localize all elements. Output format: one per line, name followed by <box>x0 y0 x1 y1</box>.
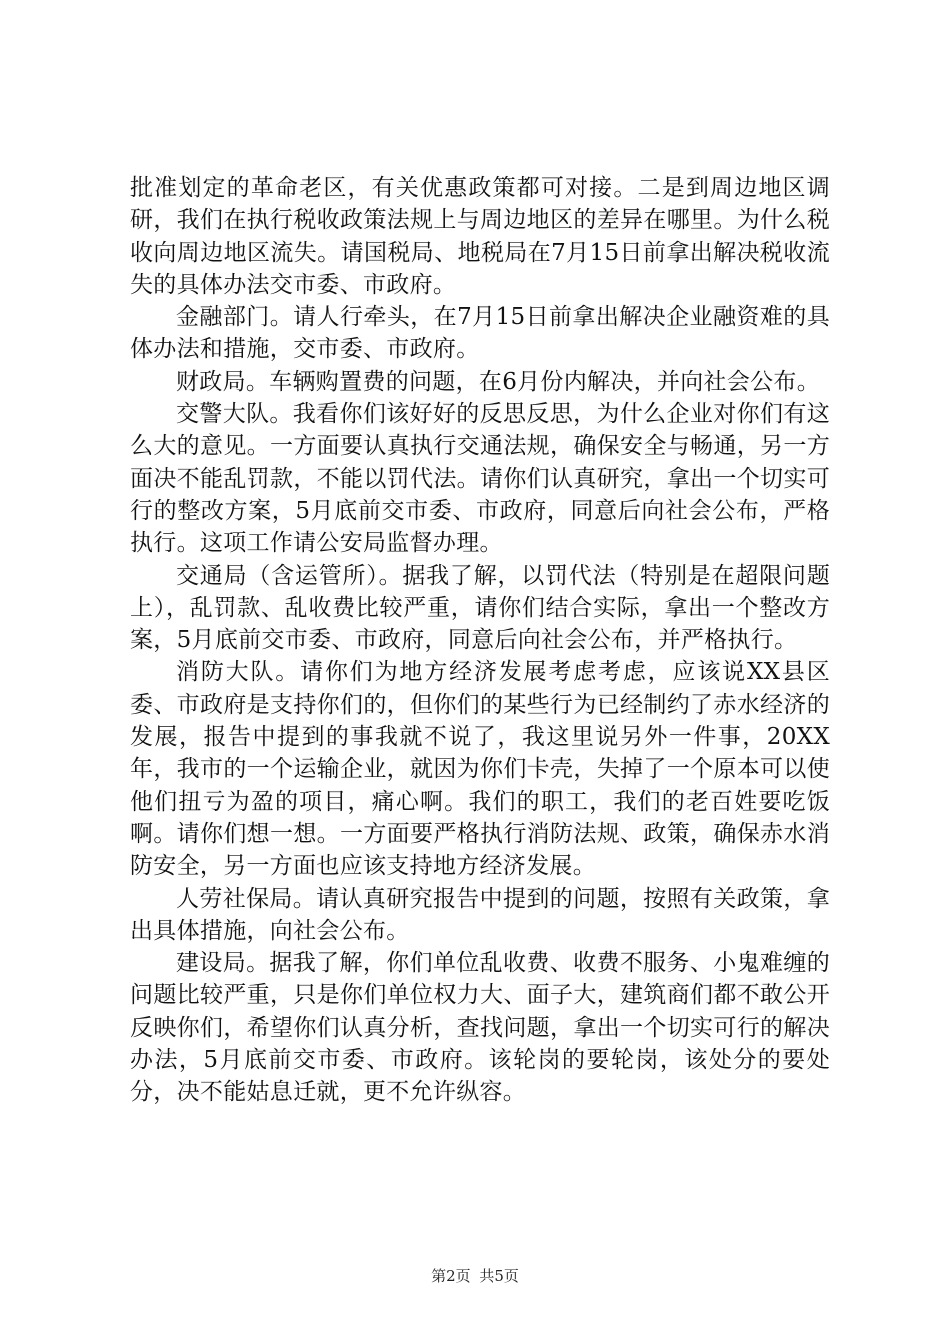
page-number: 第2页 <box>431 1267 471 1285</box>
page-footer <box>0 1266 950 1286</box>
paragraph-labor: 人劳社保局。请认真研究报告中提到的问题，按照有关政策，拿出具体措施，向社会公布。 <box>130 885 830 944</box>
paragraph-transport: 交通局（含运管所）。据我了解，以罚代法（特别是在超限问题上），乱罚款、乱收费比较严重，请你们结合实际，拿出一个整改方案，5月底前交市委、市政府，同意后向社会公布，并严格执行。 <box>130 562 830 654</box>
paragraph-fire: 消防大队。请你们为地方经济发展考虑考虑，应该说XX县区委、市政府是支持你们的，但你们的某些行为已经制约了赤水经济的发展，报告中提到的事我就不说了，我这里说另外一件事，20XX年，我市的一个运输企业，就因为你们卡壳，失掉了一个原本可以使他们扭亏为盈的项目，痛心啊。我们的职工，我们的老百姓要吃饭啊。请你们想一想。一方面要严格执行消防法规、政策，确保赤水消防安全，另一方面也应该支持地方经济发展。 <box>130 659 830 880</box>
paragraph-finance: 金融部门。请人行牵头，在7月15日前拿出解决企业融资难的具体办法和措施，交市委、市政府。 <box>130 304 830 363</box>
paragraph-traffic-police: 交警大队。我看你们该好好的反思反思，为什么企业对你们有这么大的意见。一方面要认真执行交通法规，确保安全与畅通，另一方面决不能乱罚款，不能以罚代法。请你们认真研究，拿出一个切实可行的整改方案，5月底前交市委、市政府，同意后向社会公布，严格执行。这项工作请公安局监督办理。 <box>130 401 830 557</box>
document-body <box>130 172 830 1109</box>
paragraph-fiscal: 财政局。车辆购置费的问题，在6月份内解决，并向社会公布。 <box>176 368 821 395</box>
page-total: 共5页 <box>479 1267 519 1285</box>
paragraph: 批准划定的革命老区，有关优惠政策都可对接。二是到周边地区调研，我们在执行税收政策法规上与周边地区的差异在哪里。为什么税收向周边地区流失。请国税局、地税局在7月15日前拿出解决税收流失的具体办法交市委、市政府。 <box>130 175 830 298</box>
paragraph-construction: 建设局。据我了解，你们单位乱收费、收费不服务、小鬼难缠的问题比较严重，只是你们单位权力大、面子大，建筑商们都不敢公开反映你们，希望你们认真分析，查找问题，拿出一个切实可行的解决办法，5月底前交市委、市政府。该轮岗的要轮岗，该处分的要处分，决不能姑息迁就，更不允许纵容。 <box>130 950 830 1106</box>
